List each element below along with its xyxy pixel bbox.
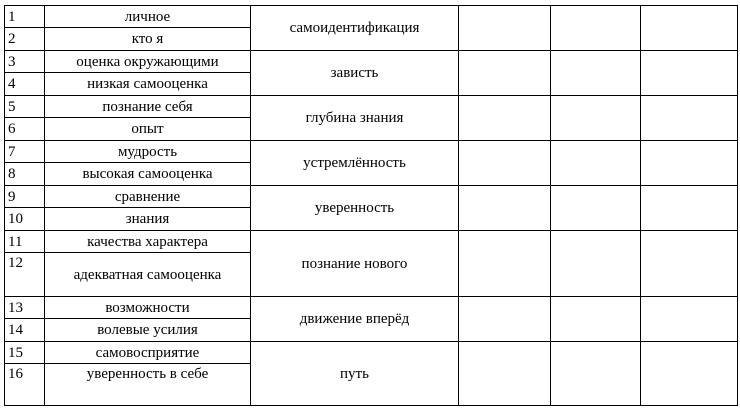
table-row: [5, 186, 738, 208]
row-number: 14: [5, 319, 45, 342]
term-cell: личное: [45, 6, 251, 28]
blank-cell: [459, 51, 551, 96]
blank-cell: [551, 186, 641, 231]
group-cell: уверенность: [251, 186, 459, 231]
table-row: [5, 6, 738, 28]
term-cell: оценка окружающими: [45, 51, 251, 73]
blank-cell: [459, 297, 551, 342]
row-number: 10: [5, 208, 45, 231]
blank-cell: [641, 96, 738, 141]
row-number: 13: [5, 297, 45, 319]
blank-cell: [551, 6, 641, 51]
blank-cell: [641, 186, 738, 231]
row-number: 11: [5, 231, 45, 253]
term-cell: опыт: [45, 118, 251, 141]
row-number: 15: [5, 342, 45, 364]
row-number: 7: [5, 141, 45, 163]
term-cell: знания: [45, 208, 251, 231]
blank-cell: [551, 342, 641, 406]
blank-cell: [459, 186, 551, 231]
term-cell: высокая самооценка: [45, 163, 251, 186]
table-row: [5, 297, 738, 319]
term-cell: возможности: [45, 297, 251, 319]
term-cell: адекватная самооценка: [45, 253, 251, 297]
blank-cell: [551, 297, 641, 342]
row-number: 16: [5, 364, 45, 406]
blank-cell: [551, 51, 641, 96]
blank-cell: [641, 231, 738, 297]
group-cell: путь: [251, 342, 459, 406]
term-cell: волевые усилия: [45, 319, 251, 342]
blank-cell: [641, 141, 738, 186]
table-row: [5, 51, 738, 73]
blank-cell: [459, 231, 551, 297]
word-association-table: [4, 5, 738, 406]
row-number: 6: [5, 118, 45, 141]
row-number: 3: [5, 51, 45, 73]
blank-cell: [459, 342, 551, 406]
blank-cell: [641, 51, 738, 96]
blank-cell: [459, 96, 551, 141]
term-cell: сравнение: [45, 186, 251, 208]
blank-cell: [459, 6, 551, 51]
term-cell: низкая самооценка: [45, 73, 251, 96]
group-cell: познание нового: [251, 231, 459, 297]
table-row: [5, 141, 738, 163]
group-cell: зависть: [251, 51, 459, 96]
term-cell: кто я: [45, 28, 251, 51]
blank-cell: [641, 297, 738, 342]
row-number: 5: [5, 96, 45, 118]
blank-cell: [641, 6, 738, 51]
table-row: [5, 96, 738, 118]
table-row: [5, 231, 738, 253]
row-number: 12: [5, 253, 45, 297]
term-cell: уверенность в себе: [45, 364, 251, 406]
row-number: 1: [5, 6, 45, 28]
row-number: 8: [5, 163, 45, 186]
blank-cell: [551, 141, 641, 186]
row-number: 4: [5, 73, 45, 96]
group-cell: глубина знания: [251, 96, 459, 141]
group-cell: самоидентификация: [251, 6, 459, 51]
term-cell: самовосприятие: [45, 342, 251, 364]
blank-cell: [551, 96, 641, 141]
row-number: 2: [5, 28, 45, 51]
blank-cell: [551, 231, 641, 297]
group-cell: движение вперёд: [251, 297, 459, 342]
blank-cell: [641, 342, 738, 406]
table-row: [5, 342, 738, 364]
term-cell: мудрость: [45, 141, 251, 163]
term-cell: качества характера: [45, 231, 251, 253]
term-cell: познание себя: [45, 96, 251, 118]
row-number: 9: [5, 186, 45, 208]
group-cell: устремлённость: [251, 141, 459, 186]
blank-cell: [459, 141, 551, 186]
